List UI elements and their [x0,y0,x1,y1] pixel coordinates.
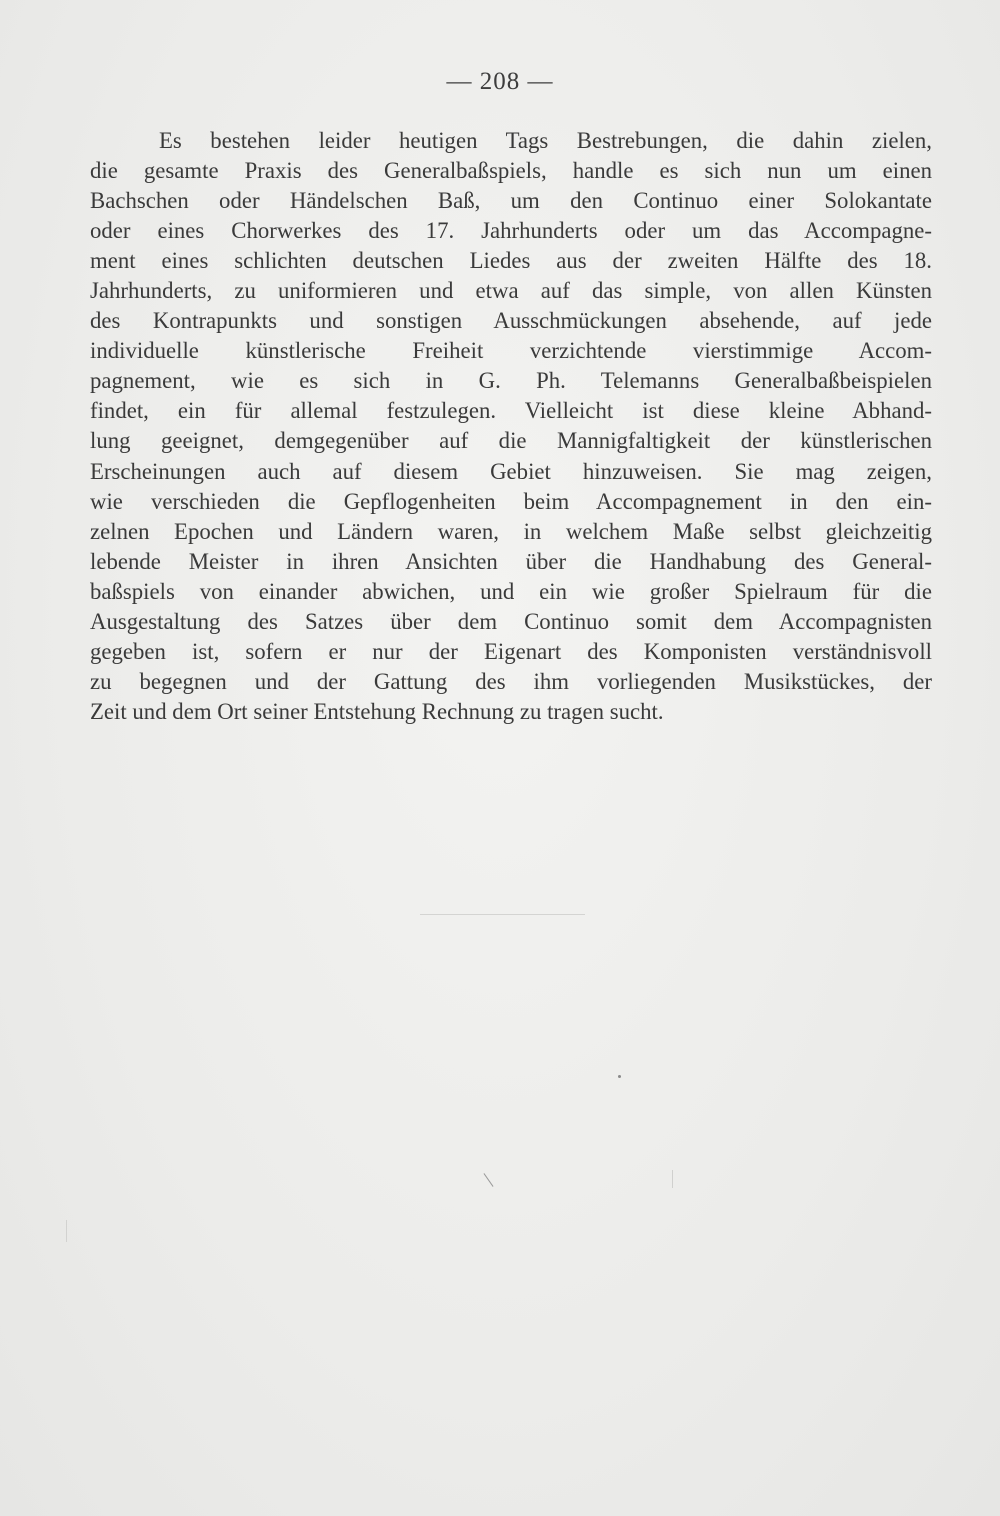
text-line: wie verschieden die Gepflogenheiten beim Accompagnement in den ein- [90,488,932,514]
body-paragraph [90,126,932,727]
text-line: Jahrhunderts, zu uniformieren und etwa auf das simple, von allen Künsten [90,278,932,304]
text-line: Bachschen oder Händelschen Baß, um den Continuo einer Solokantate [90,188,932,214]
text-line: gegeben ist, sofern er nur der Eigenart des Komponisten verständnisvoll [90,638,932,664]
page-number: — 208 — [446,68,554,95]
text-line: Zeit und dem Ort seiner Entstehung Rechnung zu tragen sucht. [90,698,664,724]
text-line: baßspiels von einander abwichen, und ein wie großer Spielraum für die [90,578,932,604]
text-line: des Kontrapunkts und sonstigen Ausschmückungen absehende, auf jede [90,308,932,334]
text-line: oder eines Chorwerkes des 17. Jahrhunderts oder um das Accompagne- [90,218,932,244]
print-speck [66,1220,67,1242]
text-line: zelnen Epochen und Ländern waren, in welchem Maße selbst gleichzeitig [90,518,932,544]
text-line: findet, ein für allemal festzulegen. Vielleicht ist diese kleine Abhand- [90,398,932,424]
text-line: Erscheinungen auch auf diesem Gebiet hinzuweisen. Sie mag zeigen, [90,458,932,484]
text-line: lebende Meister in ihren Ansichten über die Handhabung des General- [90,548,932,574]
text-line: pagnement, wie es sich in G. Ph. Telemanns Generalbaßbeispielen [90,368,932,394]
text-line: lung geeignet, demgegenüber auf die Mannigfaltigkeit der künstlerischen [90,428,932,454]
faint-divider [420,914,585,915]
print-speck [672,1170,673,1188]
text-line: Ausgestaltung des Satzes über dem Continuo somit dem Accompagnisten [90,608,932,634]
text-line: zu begegnen und der Gattung des ihm vorliegenden Musikstückes, der [90,668,932,694]
print-speck [618,1075,621,1078]
text-line: individuelle künstlerische Freiheit verzichtende vierstimmige Accom- [90,338,932,364]
text-line: die gesamte Praxis des Generalbaßspiels, handle es sich nun um einen [90,158,932,184]
text-line: ment eines schlichten deutschen Liedes aus der zweiten Hälfte des 18. [90,248,932,274]
print-speck [484,1173,494,1187]
text-line: Es bestehen leider heutigen Tags Bestrebungen, die dahin zielen, [159,128,932,153]
